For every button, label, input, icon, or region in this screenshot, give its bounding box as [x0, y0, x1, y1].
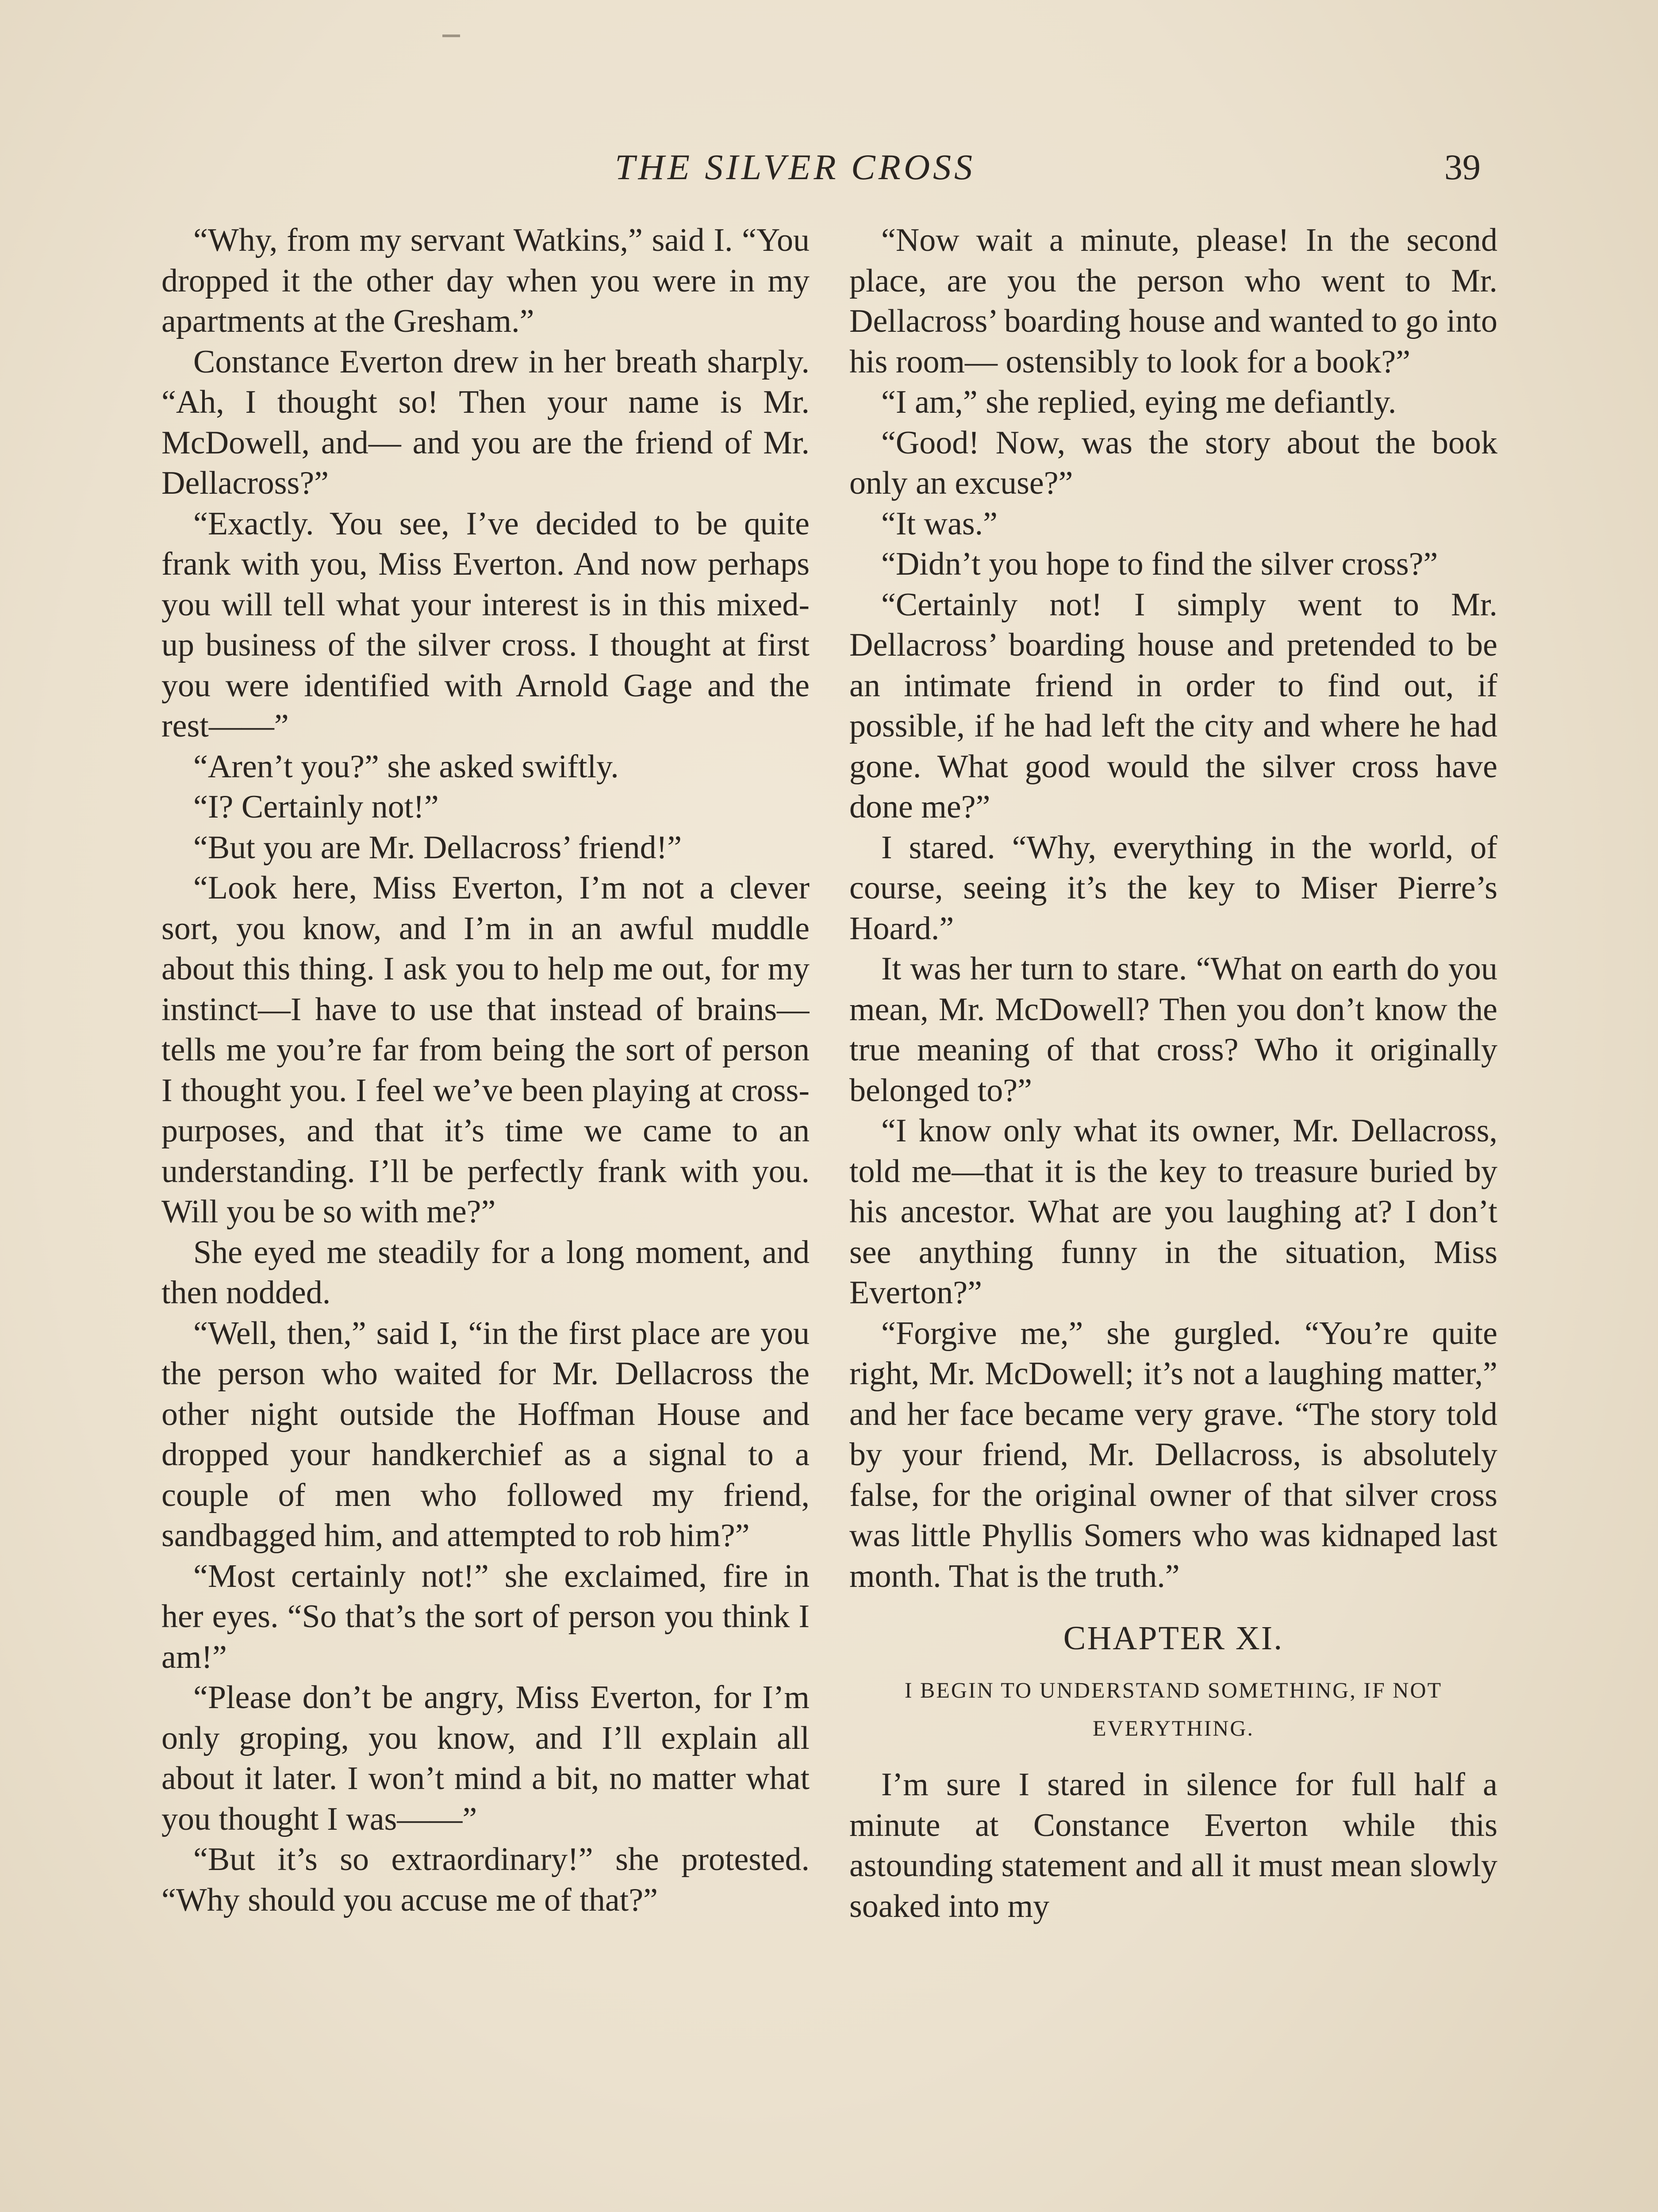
paragraph: “Good! Now, was the story about the book only an excuse?”	[849, 424, 1497, 501]
paragraph: “Why, from my servant Watkins,” said I. “You dropped it the other day when you were in my apartments at the Gresham.”	[161, 222, 810, 339]
page-header	[0, 141, 1658, 194]
paragraph: “Forgive me,” she gurgled. “You’re quite right, Mr. McDowell; it’s not a laughing matter,” and her face became very grave. “The story told by your friend, Mr. Dellacross, is absolutely false, for the original owner of that silver cross was little Phyllis Somers who was kidnaped last month. That is the truth.”	[849, 1315, 1497, 1594]
paragraph: “But it’s so extraordinary!” she protested. “Why should you accuse me of that?”	[161, 1841, 810, 1918]
right-column	[849, 220, 1497, 2212]
chapter-subtitle: I BEGIN TO UNDERSTAND SOMETHING, IF NOT EVERYTHING.	[904, 1678, 1443, 1740]
paragraph: I stared. “Why, everything in the world, of course, seeing it’s the key to Miser Pierre’s Hoard.”	[849, 829, 1497, 947]
paragraph: “I know only what its owner, Mr. Dellacross, told me—that it is the key to treasure buried by his ancestor. What are you laughing at? I don’t see anything funny in the situation, Miss Everton?”	[849, 1113, 1497, 1311]
paragraph: “Most certainly not!” she exclaimed, fire in her eyes. “So that’s the sort of person you think I am!”	[161, 1558, 810, 1675]
chapter-title: CHAPTER XI.	[1063, 1620, 1284, 1657]
paragraph: “Now wait a minute, please! In the second place, are you the person who went to Mr. Dellacross’ boarding house and wanted to go into his room— ostensibly to look for a book?”	[849, 222, 1497, 380]
paragraph: “Look here, Miss Everton, I’m not a clever sort, you know, and I’m in an awful muddle about this thing. I ask you to help me out, for my instinct—I have to use that instead of brains—tells me you’re far from being the sort of person I thought you. I feel we’ve been playing at cross-purposes, and that it’s time we came to an understanding. I’ll be perfectly frank with you. Will you be so with me?”	[161, 870, 810, 1230]
paragraph: “Please don’t be angry, Miss Everton, for I’m only groping, you know, and I’ll explain all about it later. I won’t mind a bit, no matter what you thought I was——”	[161, 1679, 810, 1837]
paragraph: “Exactly. You see, I’ve decided to be quite frank with you, Miss Everton. And now perhaps you will tell what your interest is in this mixed-up business of the silver cross. I thought at first you were identified with Arnold Gage and the rest——”	[161, 505, 810, 744]
paragraph: She eyed me steadily for a long moment, and then nodded.	[161, 1234, 810, 1311]
paragraph: Constance Everton drew in her breath sharply. “Ah, I thought so! Then your name is Mr. McDowell, and— and you are the friend of Mr. Dellacross?”	[161, 343, 810, 501]
paragraph: “Certainly not! I simply went to Mr. Dellacross’ boarding house and pretended to be an intimate friend in order to find out, if possible, if he had left the city and where he had gone. What good would the silver cross have done me?”	[849, 586, 1497, 825]
paragraph: “It was.”	[881, 505, 998, 542]
page-number: 39	[1444, 147, 1481, 187]
paragraph: “I? Certainly not!”	[193, 789, 439, 825]
paragraph: “I am,” she replied, eying me defiantly.	[881, 384, 1397, 420]
print-mark	[442, 35, 460, 37]
left-column	[161, 220, 810, 2212]
paragraph: “But you are Mr. Dellacross’ friend!”	[193, 829, 682, 866]
paragraph: It was her turn to stare. “What on earth do you mean, Mr. McDowell? Then you don’t know the true meaning of that cross? Who it originally belonged to?”	[849, 951, 1497, 1109]
paragraph: “Didn’t you hope to find the silver cross?”	[881, 546, 1438, 582]
paragraph: “Well, then,” said I, “in the first place are you the person who waited for Mr. Dellacross the other night outside the Hoffman House and dropped your handkerchief as a signal to a couple of men who followed my friend, sandbagged him, and attempted to rob him?”	[161, 1315, 810, 1554]
chapter-opening-paragraph: I’m sure I stared in silence for full half a minute at Constance Everton while this astounding statement and all it must mean slowly soaked into my	[849, 1767, 1497, 1924]
paragraph: “Aren’t you?” she asked swiftly.	[193, 748, 619, 785]
running-title: THE SILVER CROSS	[615, 147, 976, 187]
